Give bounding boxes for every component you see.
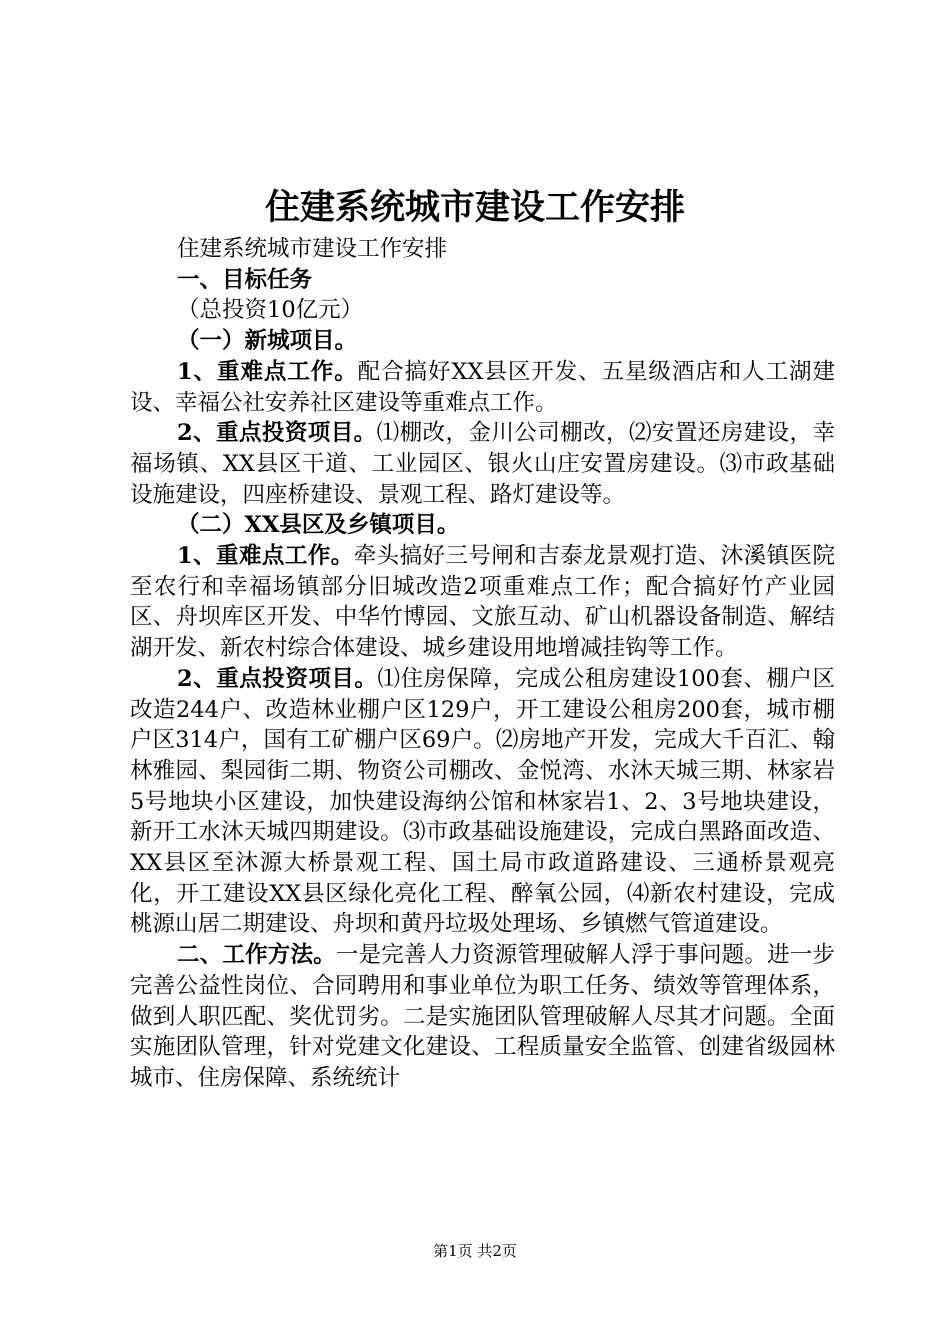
paragraph (130, 541, 835, 664)
paragraph-heading: 1、重难点工作。 (177, 543, 354, 570)
paragraph (130, 357, 835, 418)
paragraph-text: ⑴棚改，金川公司棚改，⑵安置还房建设，幸福场镇、XX县区干道、工业园区、银火山庄安置房建设。⑶市政基础设施建设，四座桥建设、景观工程、路灯建设等。 (130, 420, 835, 508)
paragraph-text: ⑴住房保障，完成公租房建设100套、棚户区改造244户、改造林业棚户区129户，开工建设公租房200套，城市棚户区314户，国有工矿棚户区69户。⑵房地产开发，完成大千百汇、翰林雅园、梨园街二期、物资公司棚改、金悦湾、水沐天城三期、林家岩5号地块小区建设，加快建设海纳公馆和林家岩1、2、3号地块建设，新开工水沐天城四期建设。⑶市政基础设施建设，完成白黑路面改造、XX县区至沐源大桥景观工程、国土局市政道路建设、三通桥景观亮化，开工建设XX县区绿化亮化工程、醉氧公园，⑷新农村建设，完成桃源山居二期建设、舟坝和黄丹垃圾处理场、乡镇燃气管道建设。 (130, 665, 835, 938)
paragraph-heading: （二）XX县区及乡镇项目。 (177, 512, 460, 539)
paragraph-text: 住建系统城市建设工作安排 (177, 236, 448, 262)
paragraph-heading: 2、重点投资项目。 (177, 665, 378, 692)
page-number: 第1页 共2页 (433, 1242, 517, 1260)
paragraph (130, 418, 835, 510)
paragraph-heading: 一、目标任务 (177, 266, 313, 293)
paragraph (130, 940, 835, 1094)
paragraph (130, 664, 835, 940)
paragraph-heading: （一）新城项目。 (177, 328, 358, 355)
document-body (130, 234, 835, 1094)
paragraph-heading: 二、工作方法。 (177, 942, 336, 969)
document-title: 住建系统城市建设工作安排 (264, 187, 685, 228)
paragraph (130, 234, 835, 265)
paragraph (130, 326, 835, 357)
paragraph (130, 510, 835, 541)
paragraph-heading: 1、重难点工作。 (177, 358, 358, 385)
paragraph (130, 295, 835, 326)
paragraph-text: 牵头搞好三号闸和吉泰龙景观打造、沐溪镇医院至农行和幸福场镇部分旧城改造2项重难点工作；配合搞好竹产业园区、舟坝库区开发、中华竹博园、文旅互动、矿山机器设备制造、解结湖开发、新农村综合体建设、城乡建设用地增减挂钩等工作。 (130, 543, 835, 662)
paragraph-text: 配合搞好XX县区开发、五星级酒店和人工湖建设、幸福公社安养社区建设等重难点工作。 (130, 358, 835, 416)
paragraph (130, 265, 835, 296)
paragraph-heading: 2、重点投资项目。 (177, 420, 377, 447)
paragraph-text: （总投资10亿元） (177, 297, 364, 324)
paragraph-text: 一是完善人力资源管理破解人浮于事问题。进一步完善公益性岗位、合同聘用和事业单位为职工任务、绩效等管理体系，做到人职匹配、奖优罚劣。二是实施团队管理破解人尽其才问题。全面实施团队管理，针对党建文化建设、工程质量安全监管、创建省级园林城市、住房保障、系统统计 (130, 942, 835, 1091)
